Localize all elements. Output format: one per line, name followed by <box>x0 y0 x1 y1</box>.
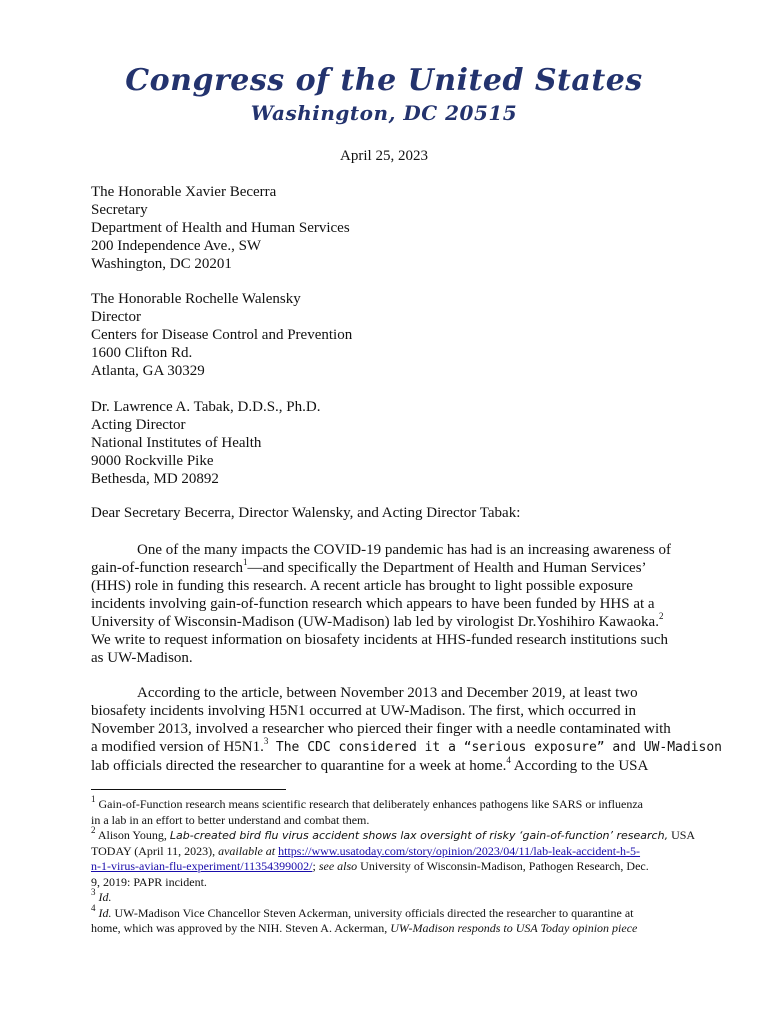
footnote-text: TODAY (April 11, 2023), <box>91 843 219 858</box>
recipient-address-block <box>91 290 352 380</box>
body-text: According to the USA <box>510 758 649 774</box>
recipient-agency: Centers for Disease Control and Prevention <box>91 327 353 343</box>
recipient-agency: Department of Health and Human Services <box>91 220 350 236</box>
footnote-text: Alison Young, <box>95 828 170 842</box>
recipient-city: Bethesda, MD 20892 <box>91 471 219 487</box>
footnote-text: ; <box>312 859 319 873</box>
footnote-text: UW-Madison responds to USA Today opinion piece <box>390 921 638 935</box>
recipient-street: 1600 Clifton Rd. <box>91 345 193 361</box>
footnote-number: 1 <box>91 794 96 804</box>
footnote-text: Gain-of-Function research means scientific research that deliberately enhances pathogens like SARS or influenza <box>95 797 643 811</box>
body-line: We write to request information on biosafety incidents at HHS-funded research institutions such <box>91 632 668 648</box>
recipient-name: The Honorable Xavier Becerra <box>91 184 277 200</box>
body-paragraph <box>91 684 723 775</box>
footnote-2 <box>91 825 696 844</box>
footnote-text: University of Wisconsin-Madison, Pathogen Research, Dec. <box>357 859 649 873</box>
article-link[interactable]: n-1-virus-avian-flu-experiment/11354399002/ <box>91 859 313 873</box>
footnote-text: USA <box>668 828 696 842</box>
salutation: Dear Secretary Becerra, Director Walensky, and Acting Director Tabak: <box>91 505 521 521</box>
body-line <box>91 757 679 775</box>
footnote-1 <box>91 794 687 813</box>
letter-date: April 25, 2023 <box>340 148 428 164</box>
recipient-address-block <box>91 398 320 488</box>
body-text: University of Wisconsin-Madison (UW-Madison) lab led by virologist Dr.Yoshihiro Kawaoka. <box>91 614 659 630</box>
footnote-1-cont: in a lab in an effort to better understand and combat them. <box>91 812 370 827</box>
footnote-2-cont <box>91 844 687 860</box>
footnote-ref[interactable]: 3 <box>263 736 269 746</box>
body-line: One of the many impacts the COVID-19 pandemic has had is an increasing awareness of <box>137 542 672 558</box>
footnote-number: 2 <box>91 825 96 835</box>
footnote-text: Id. <box>95 890 112 904</box>
letterhead-title: Congress of the United States <box>125 63 643 98</box>
recipient-address-block <box>91 183 350 273</box>
article-title: Lab-created bird flu virus accident shows lax oversight of risky ‘gain-of-function’ research, <box>169 829 669 842</box>
body-line: According to the article, between November 2013 and December 2019, at least two <box>137 685 638 701</box>
footnote-divider <box>91 789 286 790</box>
footnote-number: 3 <box>91 887 96 897</box>
body-text: lab officials directed the researcher to quarantine for a week at home. <box>91 758 507 774</box>
recipient-agency: National Institutes of Health <box>91 435 262 451</box>
recipient-city: Atlanta, GA 30329 <box>91 363 205 379</box>
footnotes-section <box>91 794 696 937</box>
recipient-title: Acting Director <box>91 417 186 433</box>
footnote-ref[interactable]: 4 <box>506 755 511 765</box>
letterhead-subtitle: Washington, DC 20515 <box>250 101 518 125</box>
article-link[interactable]: https://www.usatoday.com/story/opinion/2023/04/11/lab-leak-accident-h-5- <box>278 843 641 858</box>
recipient-name: Dr. Lawrence A. Tabak, D.D.S., Ph.D. <box>91 399 321 415</box>
body-line: incidents involving gain-of-function research which appears to have been funded by HHS at a <box>91 596 655 612</box>
body-text: The CDC considered it a “serious exposure” and UW-Madison <box>275 740 723 755</box>
footnote-2-cont <box>91 859 687 875</box>
footnote-4 <box>91 902 687 922</box>
body-paragraph <box>91 541 679 667</box>
footnote-number: 4 <box>91 902 96 913</box>
body-text: —and specifically the Department of Health and Human Services’ <box>247 560 647 576</box>
body-text: a modified version of H5N1. <box>91 739 264 755</box>
footnote-text: Id. <box>95 905 112 920</box>
recipient-street: 200 Independence Ave., SW <box>91 238 262 254</box>
body-line <box>91 559 679 577</box>
footnote-ref[interactable]: 1 <box>243 557 248 567</box>
body-line: November 2013, involved a researcher who pierced their finger with a needle contaminated with <box>91 721 671 737</box>
footnote-text: see also <box>318 859 358 873</box>
footnote-ref[interactable]: 2 <box>658 611 664 621</box>
body-line: (HHS) role in funding this research. A recent article has brought to light possible exposure <box>91 578 633 594</box>
recipient-title: Director <box>91 309 141 325</box>
footnote-2-cont: 9, 2019: PAPR incident. <box>91 874 207 889</box>
footnote-text: available at <box>218 843 276 858</box>
recipient-city: Washington, DC 20201 <box>91 256 232 272</box>
recipient-street: 9000 Rockville Pike <box>91 453 214 469</box>
body-line: as UW-Madison. <box>91 650 193 666</box>
footnote-text: UW-Madison Vice Chancellor Steven Ackerman, university officials directed the researcher to quarantine at <box>111 905 634 920</box>
footnote-4-cont <box>91 921 687 937</box>
footnote-3 <box>91 887 687 906</box>
body-text: gain-of-function research <box>91 560 244 576</box>
body-line <box>91 613 679 631</box>
recipient-name: The Honorable Rochelle Walensky <box>91 291 301 307</box>
footnote-text: home, which was approved by the NIH. Steven A. Ackerman, <box>91 921 391 935</box>
recipient-title: Secretary <box>91 202 148 218</box>
body-line: biosafety incidents involving H5N1 occurred at UW-Madison. The first, which occurred in <box>91 703 637 719</box>
body-line <box>91 736 723 757</box>
